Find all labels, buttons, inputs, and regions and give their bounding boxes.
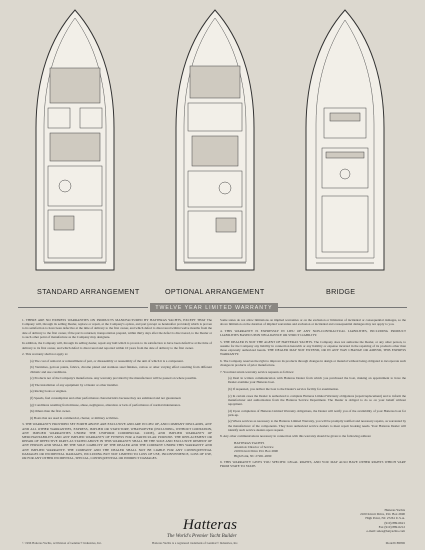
address-line: HATTERAS YACHTS xyxy=(234,440,265,445)
warranty-clause-9: 9. THIS WARRANTY GIVES YOU SPECIFIC LEGAL RIGHTS, AND YOU MAY ALSO HAVE OTHER RIGHTS WHICH VARY FROM STATE TO STATE. xyxy=(220,460,406,469)
exclusion-item: (f) Speeds, fuel consumption and other performance characteristics because they are estimated and not guaranteed. xyxy=(30,395,182,400)
address-line: 2100 Kivett Drive P.O. Box 2690 xyxy=(234,449,279,454)
contact-line: Fax (910) 889-6212 xyxy=(378,524,405,529)
warranty-clause-5: 5. THE DEALER IS NOT THE AGENT OF HATTERAS YACHTS. The Company does not authorize the Dealer, or any other person, to assume for the Company any liability in connection herewith or any liability or expense incurred in the repairing of its products other than those expressly authorized herein. THE DEALER MAY NOT EXTEND, OR IN ANY WAY CHANGE OR AMEND, THIS EXPRESS WARRANTY. xyxy=(220,339,406,357)
exclusion-item: (i) Boats that are used in commercial, charter, or military activities. xyxy=(30,415,119,420)
service-step: (c) In certain cases the Dealer is authorized to complete Hatteras Limited Warranty obligations (repair/replacement) and to inform the manufacturer and authorization from the Hatteras Service Department. The Dealer is obliged to do so on your behalf without repayment. xyxy=(228,393,406,406)
warranty-banner: TWELVE YEAR LIMITED WARRANTY xyxy=(150,303,278,312)
service-step: (a) Deal in written communication with Hatteras Dealer from which you purchased the boat, making an appointment to have the Dealer examine your Hatteras boat. xyxy=(228,376,406,385)
exclusions-list xyxy=(22,359,212,420)
contact-line: (910) 889-6621 xyxy=(384,520,405,525)
warranty-clause-4: 4. THIS WARRANTY IS EXPRESSLY IN LIEU OF ANY NON-CONTRACTUAL LIABILITIES, INCLUDING PRODUCT LIABILITIES BASED UPON NEGLIGENCE OR STRICT LIABILITY. xyxy=(220,328,406,337)
exclusion-item: (b) Varnishes, gelcoat paints, fabrics, chrome plated and stainless steel finishes, canvas or other varying effect resulting from different climatic and use conditions. xyxy=(30,365,212,374)
hatteras-logo: Hatteras xyxy=(183,517,238,533)
hull-warranty-paragraph: In addition, the Company will, through its selling dealer, repair any hull which is proven to its satisfaction to have been defective at the time of delivery to its first owner, and which defect is discovered and reported within 10 years from the date of delivery to the first owner. xyxy=(22,341,212,350)
optional-arrangement-label: OPTIONAL ARRANGEMENT xyxy=(165,287,265,296)
contact-line: 2100 Kivett Drive, P.O. Box 2690 xyxy=(360,512,405,517)
divider-right xyxy=(277,307,407,308)
service-address xyxy=(220,441,406,458)
warranty-clause-2: 2. This warranty shall not apply to: xyxy=(22,352,69,357)
model-code: Model51B0896 xyxy=(385,541,405,545)
service-steps-list xyxy=(220,376,406,432)
contact-line: e-mail: sales@hatyachts.com xyxy=(366,529,405,534)
deck-plans xyxy=(30,8,400,293)
service-step: (b) If requested, you deliver the boat to the Dealer's service facility for examination. xyxy=(228,386,339,391)
warranty-clause-6: 6. The Company reserves the right to improve its products through changes in design or material without being obligated to incorporate such changes in products of prior manufacture. xyxy=(220,358,406,367)
corporate-contact xyxy=(360,508,405,533)
bridge-label: BRIDGE xyxy=(326,287,356,296)
state-limitations-paragraph: Some states do not allow limitations on implied warranties or on the exclusion or limitation of incidental or consequential damages, so the above limitation on the duration of implied warranties and exclusion or incidental and consequential damages may not apply to you. xyxy=(220,318,406,327)
address-line: High Point, NC 27261-2690 xyxy=(234,453,272,458)
contact-line: High Point, NC 27261 U.S.A. xyxy=(365,516,405,521)
exclusion-item: (d) The installation of any equipment by a Dealer or other installer. xyxy=(30,382,119,387)
warranty-clause-7: 7. You must return warranty service requests as follows: xyxy=(220,369,294,374)
exclusion-item: (a) The cost of removal or reinstallment of part, or disassembly or reassembly of the unit of which it is a component. xyxy=(30,358,184,363)
address-line: Attention: Director of Service xyxy=(234,445,274,450)
copyright-notice: © 1996 Hatteras Yachts, A Division of Genmar® Industries, Inc. xyxy=(22,541,102,545)
warranty-right-column xyxy=(220,318,406,471)
warranty-clause-1: 1. THERE ARE NO EXPRESS WARRANTIES ON PRODUCTS MANUFACTURED BY HATTERAS YACHTS, EXCEPT THAT The Company will, through its selling Dealer, replace or repair, at the Company's option, and part (except as hereinafter provided) which is proven to its satisfaction to have been defective at the time of delivery to the first owner, and which defect is discovered within twelve months from the date of delivery to the first owner, if the part is returned, transportation prepaid, within thirty days after the defect is discovered, to the Dealer or to such other point of manufacture as the Company may designate. xyxy=(22,318,212,339)
warranty-clause-8: 8. Any other communications necessary in connection with this warranty should be given to the following address: xyxy=(220,434,372,439)
warranty-clause-3: 3. THE WARRANTY PROVIDED SET FORTH ABOVE ARE EXCLUSIVE AND ARE IN LIEU OF, AND COMPANY DISCLAIMS, ANY AND ALL OTHER WARRANTIES, EXPRESS, IMPLIED OR STATUTORY, WHATSOEVER (INCLUDING, WITHOUT LIMITATION, ANY IMPLIED WARRANTIES UNDER THE UNIFORM COMMERCIAL CODE), AND IMPLIED WARRANTY OF MERCHANTABILITY AND ANY IMPLIED WARRANTY OF FITNESS FOR A PARTICULAR PURPOSE. THE REPLACEMENT OR REPAIR OF DEFECTIVE PARTS AS STATED ABOVE IN THIS WARRANTY SHALL BE THE SOLE AND EXCLUSIVE REMEDY OF ANY PERSON AND SHALL BE THE SOLE LIABILITY OF THE DEALER AND THE COMPANY UNDER THIS WARRANTY AND ANY IMPLIED WARRANTY. THE COMPANY AND THE DEALER SHALL NOT BE LIABLE FOR ANY CONSEQUENTIAL DAMAGES OR INCIDENTAL DAMAGES, INCLUDING BUT NOT LIMITED TO LOSS OF USE, INCONVENIENCE, LOSS OF USE, OR FOR ANY OTHER INCIDENTAL, SPECIAL, CONSEQUENTIAL OR INDIRECT DAMAGES. xyxy=(22,422,212,460)
standard-arrangement-label: STANDARD ARRANGEMENT xyxy=(37,287,140,296)
optional-arrangement-plan xyxy=(170,8,260,276)
service-step: (e) Where services as necessary to the Hatteras Limited Warranty, you will be promptly notified and necessary repairs, as warranted by the manufacturer of the components. They have authorized service dealers to meet repair booking needs. Your Hatteras Dealer will identify such service dealers upon request. xyxy=(228,419,406,432)
exclusion-item: (h) Others than the first owner. xyxy=(30,409,71,414)
standard-arrangement-plan xyxy=(30,8,120,276)
bridge-plan xyxy=(300,8,390,276)
trademark-notice: Hatteras Yachts is a registered trademark of Genmar® Industries, Inc. xyxy=(152,541,239,545)
tagline: The World's Premier Yacht Builder xyxy=(167,534,237,539)
contact-line: Hatteras Yachts xyxy=(384,508,405,512)
divider-left xyxy=(18,307,148,308)
exclusion-item: (c) Products not of the Company's manufacture. Any warranty provided by the manufacturer will be passed on where possible. xyxy=(30,376,197,381)
exclusion-item: (g) Conditions resulting from misuse, abuse, negligence, alteration or lack of performance of normal maintenance. xyxy=(30,402,181,407)
service-step: (d) Upon completion of Hatteras Limited Warranty obligations, the Dealer will notify you of the availability of your Hatteras boat for pick-up. xyxy=(228,408,406,417)
warranty-left-column xyxy=(22,318,212,463)
exclusion-item: (e) Racing boats or engines. xyxy=(30,389,67,394)
